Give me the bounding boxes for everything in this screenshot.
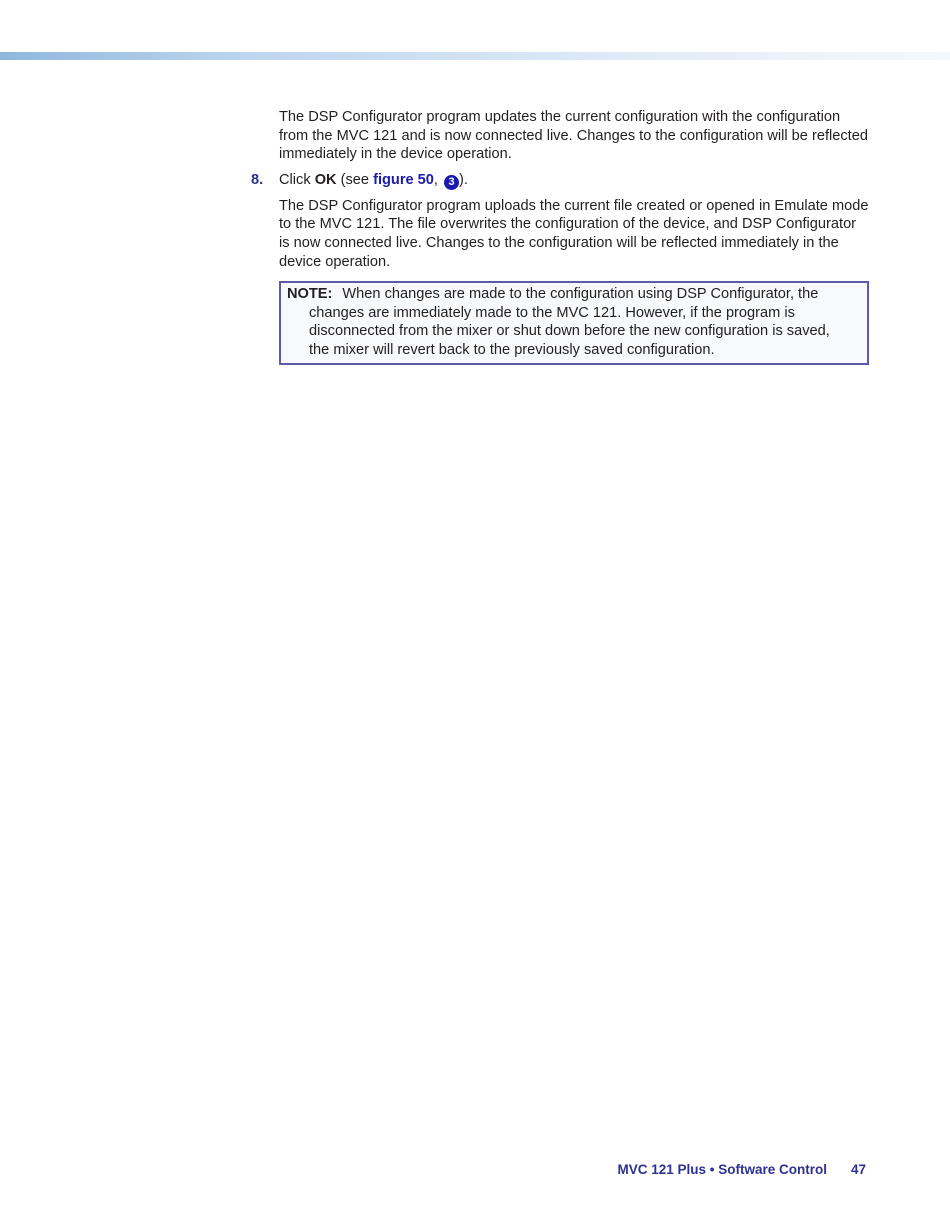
step-8 bbox=[251, 171, 869, 190]
page-number: 47 bbox=[850, 1162, 866, 1177]
step-comma: , bbox=[433, 171, 443, 188]
paragraph-live-update: The DSP Configurator program updates the current configuration with the configuration from the MVC 121 and is now connected live. Changes to the configuration will be reflected immediately in the device operation. bbox=[279, 109, 868, 163]
note-text-block bbox=[287, 285, 851, 359]
note-label: NOTE: bbox=[287, 286, 333, 303]
step-number: 8. bbox=[251, 171, 264, 188]
step-close: ). bbox=[459, 171, 468, 188]
figure-50-link[interactable]: figure 50 bbox=[373, 171, 434, 188]
note-body: When changes are made to the configuration using DSP Configurator, the changes are immediately made to the MVC 121. However, if the program is disconnected from the mixer or shut down before the new configuration is saved, the mixer will revert back to the previously saved configuration. bbox=[309, 286, 830, 358]
callout-3-icon: 3 bbox=[444, 175, 459, 190]
step-text-see: (see bbox=[336, 171, 374, 188]
paragraph-upload: The DSP Configurator program uploads the current file created or opened in Emulate mode to the MVC 121. The file overwrites the configuration of the device, and DSP Configurator is now connected live. Changes to the configuration will be reflected immediately in the device operation. bbox=[279, 197, 869, 270]
page-footer bbox=[617, 1162, 866, 1177]
footer-title: MVC 121 Plus • Software Control bbox=[617, 1162, 827, 1177]
page-content bbox=[251, 108, 869, 365]
header-band bbox=[0, 52, 950, 60]
note-box bbox=[279, 281, 869, 364]
step-text-click: Click bbox=[279, 171, 315, 188]
ok-label: OK bbox=[314, 171, 337, 188]
